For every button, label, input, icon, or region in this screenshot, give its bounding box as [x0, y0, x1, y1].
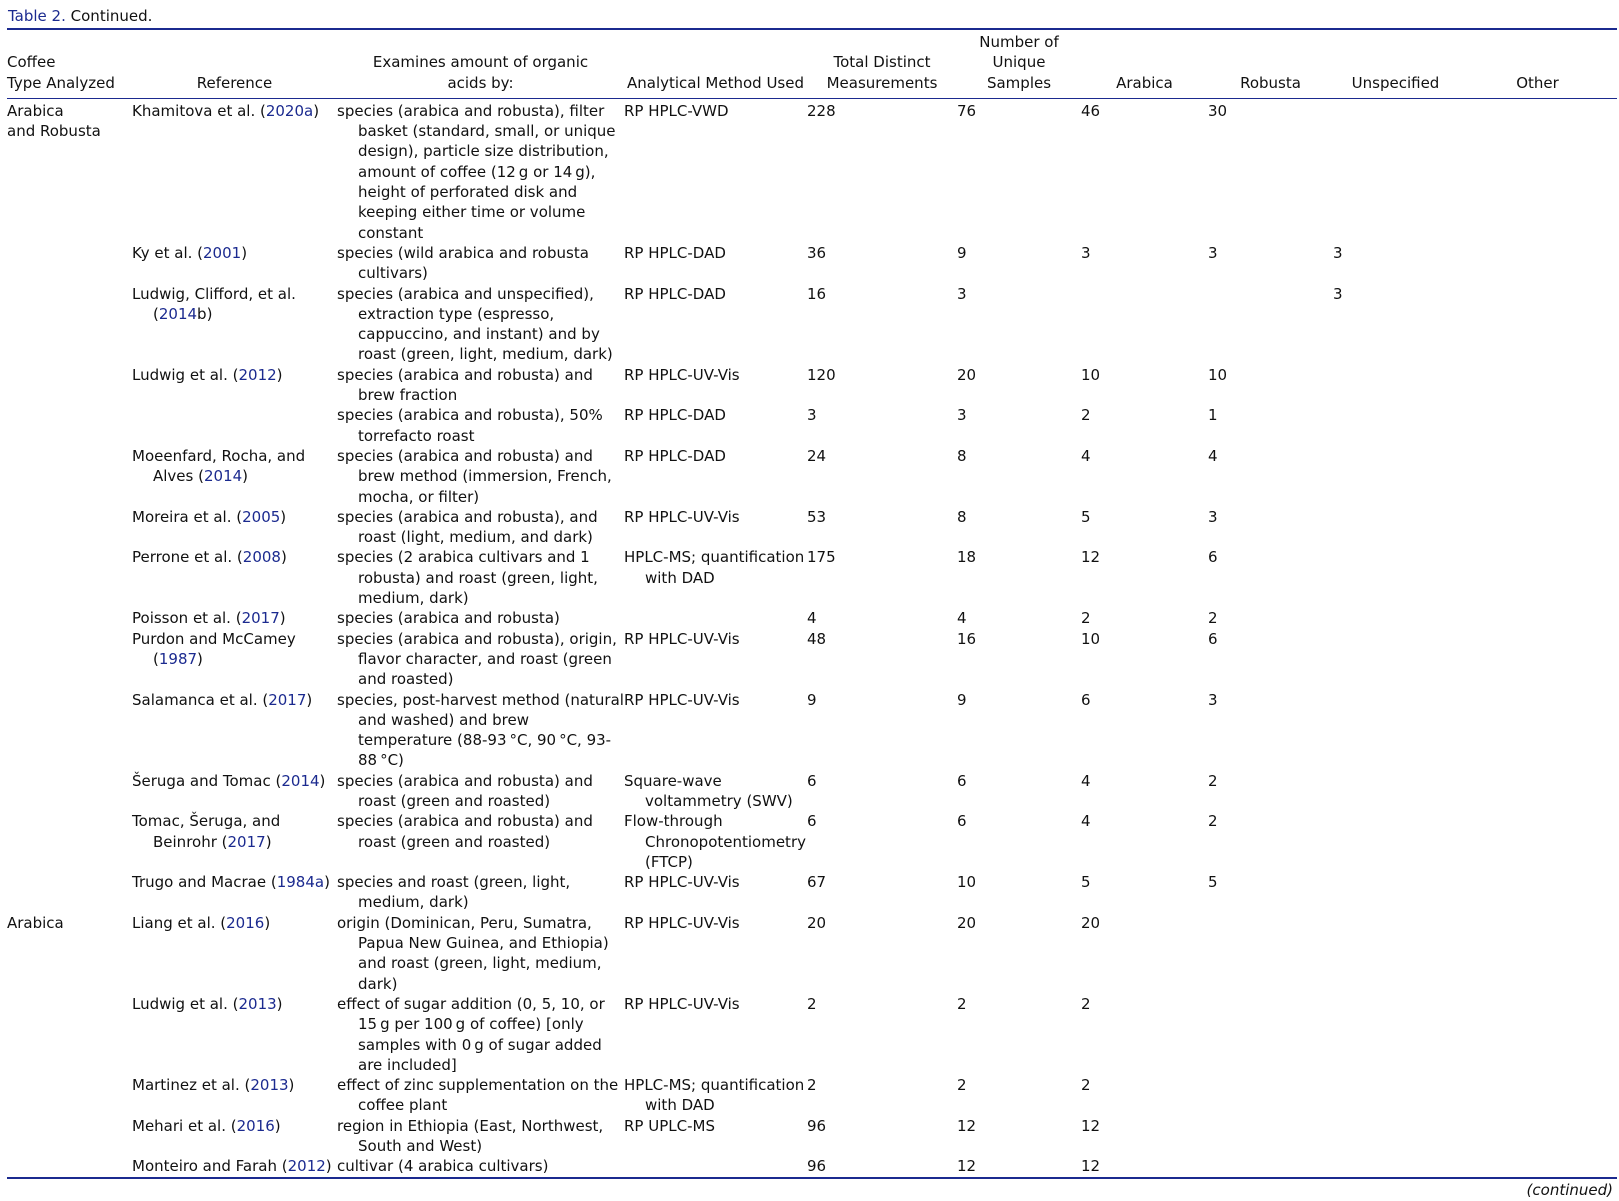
reference-year-link[interactable]: 2014: [203, 467, 243, 486]
table-row: [7, 405, 1617, 446]
col-other: Other: [1516, 73, 1559, 92]
cell-examines: species (arabica and robusta) and roast (green and roasted): [337, 771, 593, 810]
cell-unique-samples: 16: [957, 629, 977, 648]
cell-other: [1458, 994, 1617, 1075]
col-total-measurements: Total Distinct Measurements: [826, 53, 938, 92]
cell-examines: cultivar (4 arabica cultivars): [337, 1157, 549, 1176]
reference-year-link[interactable]: 2001: [203, 243, 242, 262]
cell-unique-samples: 4: [957, 609, 967, 628]
cell-unspecified: [1333, 872, 1458, 913]
cell-examines: species (arabica and robusta), and roast (light, medium, and dark): [337, 507, 598, 547]
organic-acids-table: [7, 32, 1617, 1177]
cell-other: [1458, 97, 1617, 243]
cell-other: [1458, 1156, 1617, 1176]
cell-examines: species (arabica and robusta), 50% torrefacto roast: [337, 406, 603, 445]
cell-coffee-type: [7, 1116, 132, 1157]
cell-coffee-type: [7, 771, 132, 812]
col-examines: Examines amount of organic acids by:: [372, 53, 589, 92]
cell-reference: Trugo and Macrae (1984a): [132, 873, 330, 892]
cell-reference: Ludwig et al. (2013): [132, 994, 283, 1013]
cell-coffee-type: [7, 446, 132, 507]
cell-total-measurements: 9: [807, 690, 817, 709]
cell-unspecified: [1333, 507, 1458, 548]
top-rule: [7, 28, 1617, 30]
cell-unique-samples: 2: [957, 994, 967, 1013]
cell-other: [1458, 1116, 1617, 1157]
cell-robusta: [1208, 994, 1333, 1075]
table-row: [7, 1075, 1617, 1116]
cell-unspecified: [1333, 365, 1458, 406]
cell-robusta: [1208, 1075, 1333, 1116]
cell-unique-samples: 20: [957, 365, 977, 384]
cell-method: HPLC-MS; quantification with DAD: [624, 1076, 805, 1115]
cell-examines: species (arabica and unspecified), extraction type (espresso, cappuccino, and instant) and by roast (green, light, medium, dark): [337, 284, 613, 364]
cell-robusta: [1208, 284, 1333, 365]
cell-arabica: 3: [1081, 243, 1091, 262]
cell-other: [1458, 507, 1617, 548]
cell-other: [1458, 365, 1617, 406]
cell-total-measurements: 6: [807, 771, 817, 790]
cell-method: RP HPLC-DAD: [624, 406, 726, 425]
reference-year-link[interactable]: 2016: [236, 1116, 275, 1135]
table-label: Table 2.: [8, 7, 66, 25]
cell-method: RP HPLC-UV-Vis: [624, 994, 740, 1013]
cell-total-measurements: 24: [807, 446, 827, 465]
cell-robusta: [1208, 1156, 1333, 1176]
cell-other: [1458, 629, 1617, 690]
cell-reference: Khamitova et al. (2020a): [132, 101, 320, 120]
col-unique-samples: Number of Unique Samples: [979, 33, 1059, 92]
cell-method: RP HPLC-VWD: [624, 101, 729, 120]
cell-reference: Ky et al. (2001): [132, 243, 248, 262]
cell-reference: Mehari et al. (2016): [132, 1116, 281, 1135]
reference-year-link[interactable]: 2014: [281, 771, 320, 790]
cell-method: RP HPLC-UV-Vis: [624, 690, 740, 709]
cell-unique-samples: 8: [957, 507, 967, 526]
cell-reference: Ludwig et al. (2012): [132, 365, 283, 384]
cell-coffee-type: [7, 994, 132, 1075]
cell-examines: species (arabica and robusta) and brew method (immersion, French, mocha, or filter): [337, 446, 612, 506]
cell-examines: region in Ethiopia (East, Northwest, South and West): [337, 1116, 604, 1156]
table-row: [7, 365, 1617, 406]
table-row: [7, 1156, 1617, 1176]
cell-method: RP HPLC-UV-Vis: [624, 913, 740, 932]
cell-arabica: 5: [1081, 507, 1091, 526]
cell-examines: species (arabica and robusta) and roast (green and roasted): [337, 812, 593, 851]
reference-year-link[interactable]: 1984a: [276, 873, 325, 892]
cell-other: [1458, 405, 1617, 446]
table-body: [7, 97, 1617, 1177]
cell-coffee-type: [7, 284, 132, 365]
reference-year-link[interactable]: 2017: [241, 609, 280, 628]
cell-examines: species (arabica and robusta) and brew fraction: [337, 365, 593, 405]
cell-unspecified: 3: [1333, 243, 1343, 262]
table-row: [7, 284, 1617, 365]
reference-year-link[interactable]: 1987: [158, 649, 198, 668]
cell-arabica: 5: [1081, 873, 1091, 892]
cell-robusta: 10: [1208, 365, 1228, 384]
cell-examines: effect of zinc supplementation on the coffee plant: [337, 1076, 619, 1115]
cell-arabica: 4: [1081, 812, 1091, 831]
cell-arabica: 6: [1081, 690, 1091, 709]
table-row: [7, 872, 1617, 913]
cell-unspecified: [1333, 405, 1458, 446]
cell-reference: Tomac, Šeruga, and Beinrohr (2017): [132, 812, 281, 851]
cell-robusta: 30: [1208, 101, 1228, 120]
cell-unspecified: [1333, 629, 1458, 690]
cell-reference: Martinez et al. (2013): [132, 1076, 295, 1095]
table-row: [7, 690, 1617, 771]
cell-unique-samples: 10: [957, 873, 977, 892]
cell-reference: Šeruga and Tomac (2014): [132, 771, 326, 790]
cell-total-measurements: 53: [807, 507, 827, 526]
cell-examines: species, post-harvest method (natural and washed) and brew temperature (88-93 °C, 90 °C, 93-88 °C): [337, 690, 624, 770]
cell-coffee-type: [7, 872, 132, 913]
reference-year-link[interactable]: 2008: [242, 548, 281, 567]
cell-method: Square-wave voltammetry (SWV): [624, 771, 793, 810]
table-row: [7, 547, 1617, 608]
cell-arabica: 12: [1081, 1157, 1101, 1176]
cell-total-measurements: 16: [807, 284, 827, 303]
cell-arabica: 10: [1081, 629, 1101, 648]
cell-unspecified: [1333, 547, 1458, 608]
table-row: [7, 446, 1617, 507]
cell-arabica: 12: [1081, 1116, 1101, 1135]
cell-method: RP HPLC-DAD: [624, 446, 726, 465]
cell-method: RP UPLC-MS: [624, 1116, 715, 1135]
cell-other: [1458, 608, 1617, 628]
cell-other: [1458, 1075, 1617, 1116]
cell-coffee-type: [7, 547, 132, 608]
cell-robusta: 6: [1208, 629, 1218, 648]
cell-total-measurements: 3: [807, 406, 817, 425]
cell-other: [1458, 872, 1617, 913]
cell-other: [1458, 690, 1617, 771]
cell-examines: species (2 arabica cultivars and 1 robusta) and roast (green, light, medium, dark): [337, 548, 598, 608]
cell-robusta: 2: [1208, 609, 1218, 628]
cell-robusta: 2: [1208, 812, 1218, 831]
cell-arabica: 4: [1081, 771, 1091, 790]
cell-total-measurements: 4: [807, 609, 817, 628]
cell-robusta: 5: [1208, 873, 1218, 892]
cell-coffee-type: [7, 507, 132, 548]
cell-method: [624, 608, 807, 628]
table-row: [7, 811, 1617, 872]
cell-unspecified: [1333, 1156, 1458, 1176]
cell-unspecified: [1333, 811, 1458, 872]
cell-other: [1458, 547, 1617, 608]
reference-year-link[interactable]: 2014: [158, 304, 198, 323]
cell-total-measurements: 175: [807, 548, 836, 567]
cell-reference: Perrone et al. (2008): [132, 548, 287, 567]
cell-coffee-type: [7, 405, 132, 446]
cell-examines: species (arabica and robusta), origin, flavor character, and roast (green and roasted): [337, 629, 617, 689]
cell-reference: Salamanca et al. (2017): [132, 690, 313, 709]
cell-unspecified: [1333, 446, 1458, 507]
cell-unique-samples: 3: [957, 406, 967, 425]
cell-unspecified: [1333, 608, 1458, 628]
cell-robusta: 2: [1208, 771, 1218, 790]
cell-total-measurements: 20: [807, 913, 827, 932]
cell-total-measurements: 36: [807, 243, 827, 262]
cell-robusta: 4: [1208, 446, 1218, 465]
cell-reference: Liang et al. (2016): [132, 913, 271, 932]
cell-coffee-type: Arabica and Robusta: [7, 101, 101, 141]
reference-year-link[interactable]: 2013: [238, 994, 277, 1013]
cell-arabica: 46: [1081, 101, 1101, 120]
cell-reference: [132, 405, 337, 446]
cell-method: RP HPLC-UV-Vis: [624, 365, 740, 384]
col-reference: Reference: [196, 73, 273, 92]
bottom-rule: [7, 1177, 1617, 1179]
cell-arabica: 2: [1081, 406, 1091, 425]
cell-coffee-type: [7, 365, 132, 406]
table-row: [7, 771, 1617, 812]
cell-total-measurements: 6: [807, 812, 817, 831]
table-row: [7, 97, 1617, 243]
cell-method: RP HPLC-UV-Vis: [624, 873, 740, 892]
table-caption: [8, 6, 152, 26]
cell-unique-samples: 12: [957, 1157, 977, 1176]
cell-unspecified: [1333, 1075, 1458, 1116]
cell-total-measurements: 48: [807, 629, 827, 648]
reference-year-link[interactable]: 2020a: [265, 101, 314, 120]
cell-other: [1458, 446, 1617, 507]
cell-method: [624, 1156, 807, 1176]
cell-unspecified: 3: [1333, 284, 1343, 303]
cell-arabica: 20: [1081, 913, 1101, 932]
cell-other: [1458, 284, 1617, 365]
cell-reference: Ludwig, Clifford, et al. (2014b): [132, 284, 296, 323]
cell-arabica: 12: [1081, 548, 1101, 567]
cell-examines: effect of sugar addition (0, 5, 10, or 15 g per 100 g of coffee) [only samples with 0 g of sugar added are included]: [337, 994, 605, 1074]
cell-method: RP HPLC-DAD: [624, 284, 726, 303]
cell-method: Flow-through Chronopotentiometry (FTCP): [624, 812, 806, 871]
cell-examines: species (wild arabica and robusta cultivars): [337, 243, 589, 283]
cell-unspecified: [1333, 771, 1458, 812]
cell-other: [1458, 811, 1617, 872]
cell-arabica: 10: [1081, 365, 1101, 384]
cell-reference: Purdon and McCamey (1987): [132, 629, 296, 668]
cell-total-measurements: 120: [807, 365, 836, 384]
reference-year-link[interactable]: 2005: [242, 507, 281, 526]
cell-coffee-type: [7, 243, 132, 284]
cell-unique-samples: 6: [957, 771, 967, 790]
cell-robusta: [1208, 913, 1333, 994]
cell-reference: Moreira et al. (2005): [132, 507, 287, 526]
cell-examines: species (arabica and robusta): [337, 609, 560, 628]
cell-unspecified: [1333, 994, 1458, 1075]
col-arabica: Arabica: [1116, 73, 1173, 92]
continued-note: (continued): [1526, 1181, 1613, 1199]
cell-total-measurements: 96: [807, 1116, 827, 1135]
cell-arabica: 2: [1081, 1076, 1091, 1095]
cell-unique-samples: 8: [957, 446, 967, 465]
col-method: Analytical Method Used: [627, 73, 804, 92]
table-row: [7, 243, 1617, 284]
table-row: [7, 994, 1617, 1075]
table-caption-text: Continued.: [70, 7, 153, 25]
cell-coffee-type: Arabica: [7, 913, 64, 932]
reference-year-link[interactable]: 2017: [227, 832, 266, 851]
cell-unique-samples: 18: [957, 548, 977, 567]
cell-unspecified: [1333, 690, 1458, 771]
cell-unique-samples: 20: [957, 913, 977, 932]
cell-robusta: 3: [1208, 507, 1218, 526]
table-row: [7, 1116, 1617, 1157]
cell-unique-samples: 12: [957, 1116, 977, 1135]
cell-unique-samples: 9: [957, 690, 967, 709]
cell-total-measurements: 228: [807, 101, 836, 120]
cell-unique-samples: 76: [957, 101, 977, 120]
reference-year-link[interactable]: 2012: [238, 365, 277, 384]
cell-unique-samples: 3: [957, 284, 967, 303]
cell-method: RP HPLC-DAD: [624, 243, 726, 262]
cell-reference: Poisson et al. (2017): [132, 609, 286, 628]
cell-unspecified: [1333, 1116, 1458, 1157]
col-unspecified: Unspecified: [1351, 73, 1440, 92]
cell-method: HPLC-MS; quantification with DAD: [624, 548, 805, 587]
cell-total-measurements: 67: [807, 873, 827, 892]
reference-year-link[interactable]: 2012: [287, 1157, 326, 1176]
table-row: [7, 507, 1617, 548]
table-row: [7, 608, 1617, 628]
cell-unspecified: [1333, 913, 1458, 994]
header-row: [7, 32, 1617, 97]
cell-unspecified: [1333, 97, 1458, 243]
cell-coffee-type: [7, 1075, 132, 1116]
cell-coffee-type: [7, 811, 132, 872]
cell-coffee-type: [7, 608, 132, 628]
cell-robusta: [1208, 1116, 1333, 1157]
cell-arabica: 4: [1081, 446, 1091, 465]
cell-coffee-type: [7, 1156, 132, 1176]
table-row: [7, 913, 1617, 994]
reference-year-link[interactable]: 2017: [268, 690, 307, 709]
cell-unique-samples: 9: [957, 243, 967, 262]
cell-unique-samples: 2: [957, 1076, 967, 1095]
cell-robusta: 1: [1208, 406, 1218, 425]
cell-other: [1458, 913, 1617, 994]
cell-examines: origin (Dominican, Peru, Sumatra, Papua New Guinea, and Ethiopia) and roast (green, light, medium, dark): [337, 913, 609, 993]
cell-reference: Moeenfard, Rocha, and Alves (2014): [132, 446, 306, 486]
reference-year-link[interactable]: 2016: [226, 913, 265, 932]
cell-total-measurements: 2: [807, 994, 817, 1013]
table-row: [7, 629, 1617, 690]
cell-coffee-type: [7, 629, 132, 690]
cell-method: RP HPLC-UV-Vis: [624, 629, 740, 648]
cell-total-measurements: 2: [807, 1076, 817, 1095]
cell-arabica: [1081, 284, 1208, 365]
cell-examines: species (arabica and robusta), filter basket (standard, small, or unique design), particle size distribution, amount of coffee (12 g or 14 g), height of perforated disk and keeping either time or volume constant: [337, 101, 616, 242]
cell-unique-samples: 6: [957, 812, 967, 831]
cell-examines: species and roast (green, light, medium, dark): [337, 873, 571, 912]
reference-year-link[interactable]: 2013: [250, 1076, 289, 1095]
col-coffee-type: Coffee Type Analyzed: [7, 53, 115, 92]
cell-arabica: 2: [1081, 994, 1091, 1013]
cell-other: [1458, 771, 1617, 812]
cell-robusta: 3: [1208, 690, 1218, 709]
col-robusta: Robusta: [1240, 73, 1301, 92]
cell-robusta: 6: [1208, 548, 1218, 567]
cell-coffee-type: [7, 690, 132, 771]
cell-arabica: 2: [1081, 609, 1091, 628]
cell-robusta: 3: [1208, 243, 1218, 262]
cell-reference: Monteiro and Farah (2012): [132, 1157, 332, 1176]
cell-other: [1458, 243, 1617, 284]
cell-total-measurements: 96: [807, 1157, 827, 1176]
cell-method: RP HPLC-UV-Vis: [624, 507, 740, 526]
